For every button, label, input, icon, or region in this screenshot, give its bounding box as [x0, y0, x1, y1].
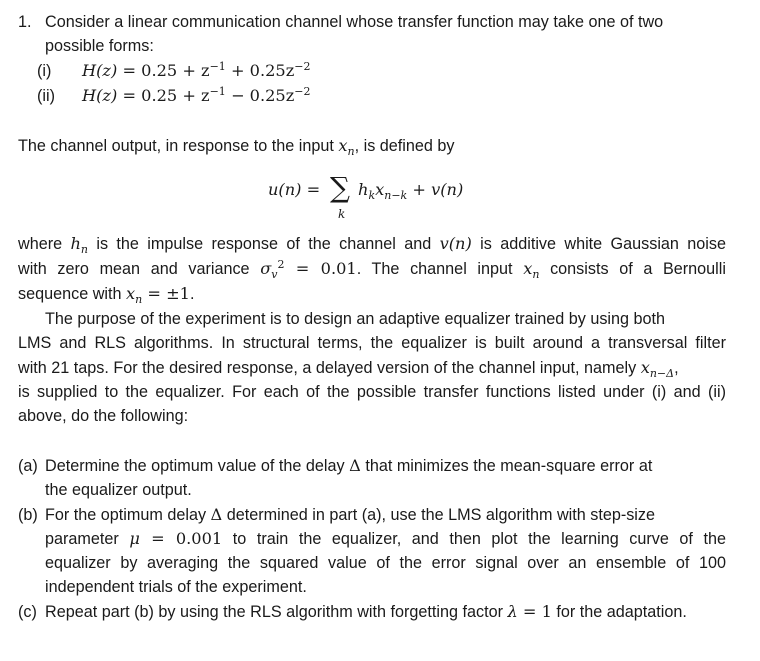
where-line-3 — [18, 284, 194, 304]
delta-symbol: Δ — [349, 456, 361, 475]
mu-symbol: μ — [129, 529, 140, 548]
form-label: (i) — [37, 62, 52, 80]
equation-part: = 0.25 + z — [122, 86, 210, 105]
part-b-line-4: independent trials of the experiment. — [45, 578, 307, 596]
subscript: n−k — [384, 189, 408, 202]
x-var: x — [126, 284, 136, 303]
part-b-label: (b) — [18, 506, 38, 524]
part-a-line-2: the equalizer output. — [45, 481, 192, 499]
part-b-line-2 — [45, 529, 726, 549]
text: . — [189, 285, 195, 303]
delta-symbol: Δ — [210, 505, 223, 524]
x-var: x — [523, 259, 533, 278]
text: for the adaptation. — [551, 603, 687, 621]
exponent: −1 — [209, 60, 226, 73]
text: For the optimum delay — [45, 506, 211, 524]
x-var: x — [640, 358, 650, 377]
text: , — [674, 359, 679, 377]
text: . The channel input — [356, 260, 524, 278]
purpose-line-2: LMS and RLS algorithms. In structural terms, the equalizer is built around a transversal filter — [18, 334, 726, 352]
equation-lhs: u(n) = — [268, 180, 321, 199]
text: determined in part (a), use the LMS algorithm with step-size — [222, 506, 656, 524]
equation-part: + 0.25z — [225, 61, 295, 80]
v-var: v(n) — [439, 234, 472, 253]
subscript: n — [532, 268, 540, 281]
summation-index: k — [338, 207, 346, 221]
exponent: −2 — [294, 85, 311, 98]
exponent: −1 — [209, 85, 226, 98]
subscript: v — [271, 268, 278, 281]
intro-line-1: Consider a linear communication channel whose transfer function may take one of two — [45, 13, 664, 31]
output-definition — [18, 136, 455, 156]
part-c-line-1 — [45, 602, 687, 622]
where-line-2 — [18, 259, 726, 279]
superscript: 2 — [277, 258, 285, 271]
text: is the impulse response of the channel and — [88, 235, 440, 253]
purpose-line-5: above, do the following: — [18, 407, 189, 425]
x-term: x — [375, 180, 385, 199]
text: consists of a Bernoulli — [539, 260, 726, 278]
form-label: (ii) — [37, 87, 55, 105]
purpose-line-3 — [18, 358, 679, 378]
text: to train the equalizer, and then plot the learning curve of the — [222, 530, 726, 548]
text: parameter — [45, 530, 130, 548]
text: Determine the optimum value of the delay — [45, 457, 350, 475]
part-b-line-3: equalizer by averaging the squared value of the error signal over an ensemble of 100 — [45, 554, 726, 572]
where-line-1 — [18, 234, 726, 254]
text: sequence with — [18, 285, 126, 303]
purpose-line-1: The purpose of the experiment is to design an adaptive equalizer trained by using both — [45, 310, 666, 328]
part-a-label: (a) — [18, 457, 38, 475]
lambda-symbol: λ — [507, 602, 518, 621]
step-size-value: = 0.001 — [139, 529, 223, 548]
transfer-function-lhs: H(z) — [82, 86, 118, 105]
summation-symbol: ∑ — [330, 171, 350, 204]
variance-value: = 0.01 — [284, 259, 357, 278]
transfer-function-lhs: H(z) — [82, 61, 118, 80]
part-a-line-1 — [45, 456, 652, 476]
subscript: n — [347, 145, 355, 158]
text: , is defined by — [354, 137, 455, 155]
text: The channel output, in response to the input — [18, 137, 339, 155]
text: with zero mean and variance — [18, 260, 261, 278]
exponent: −2 — [294, 60, 311, 73]
text: with 21 taps. For the desired response, a delayed version of the channel input, namely — [18, 359, 641, 377]
part-c-label: (c) — [18, 603, 37, 621]
purpose-line-4: is supplied to the equalizer. For each of the possible transfer functions listed under (i) and (ii) — [18, 383, 726, 401]
subscript: n−Δ — [649, 367, 675, 380]
intro-line-2: possible forms: — [45, 37, 154, 55]
form-ii — [37, 86, 310, 106]
forgetting-factor-value: = 1 — [517, 602, 552, 621]
equation-part: − 0.25z — [225, 86, 295, 105]
h-var: h — [70, 234, 81, 253]
input-var: x — [338, 136, 348, 155]
equation-part: = 0.25 + z — [122, 61, 210, 80]
problem-number: 1. — [18, 13, 32, 31]
part-b-line-1 — [45, 505, 655, 525]
noise-term: + v(n) — [407, 180, 464, 199]
subscript: k — [368, 189, 376, 202]
subscript: n — [135, 293, 143, 306]
subscript: n — [80, 243, 88, 256]
equation-rhs — [358, 180, 463, 200]
text: where — [18, 235, 71, 253]
text: is additive white Gaussian noise — [471, 235, 726, 253]
form-i — [37, 61, 310, 81]
input-values: = ±1 — [142, 284, 190, 303]
text: Repeat part (b) by using the RLS algorithm with forgetting factor — [45, 603, 508, 621]
text: that minimizes the mean-square error at — [360, 457, 653, 475]
h-term: h — [358, 180, 369, 199]
sigma-var: σ — [260, 259, 272, 278]
